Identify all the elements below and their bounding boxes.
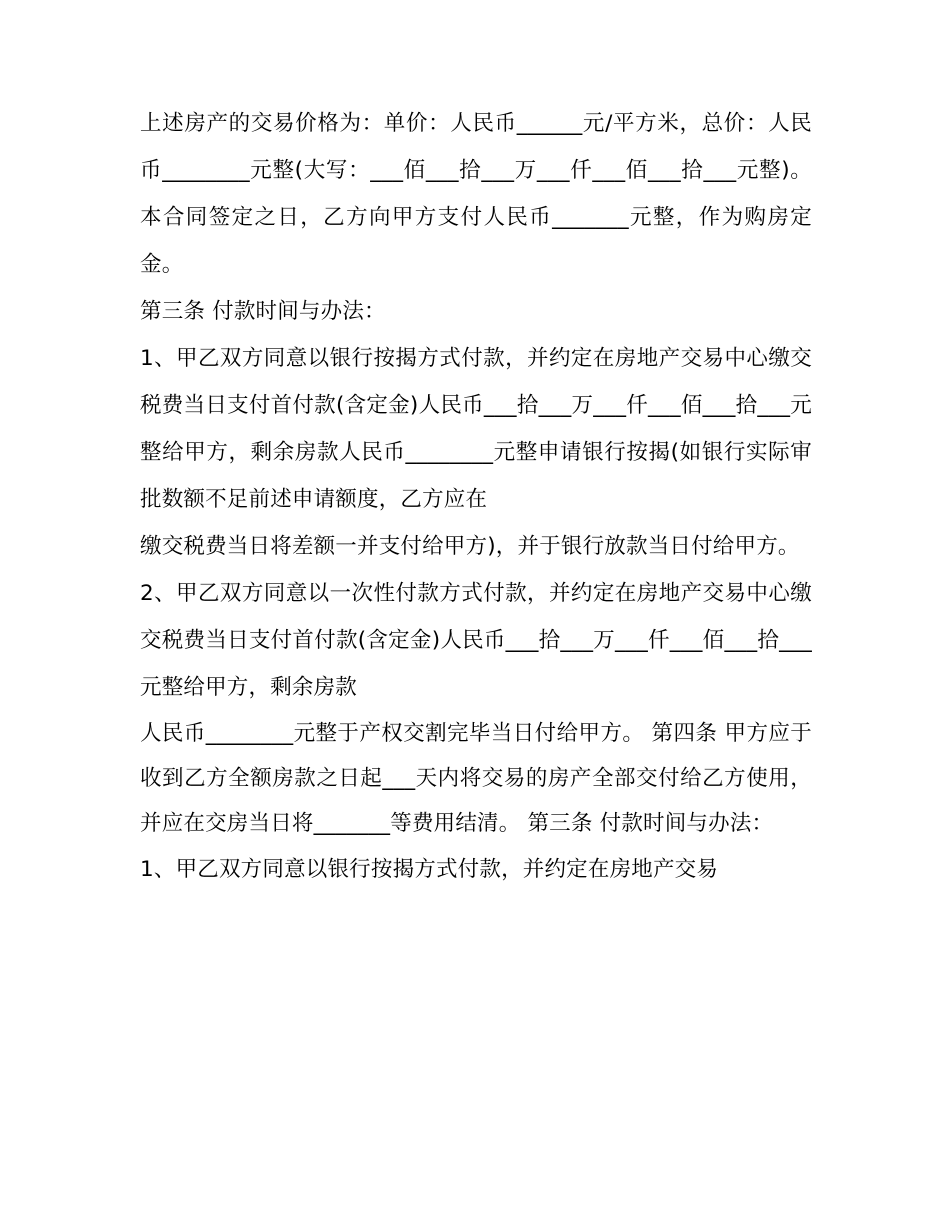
document-body [140,100,812,893]
paragraph-item-1-repeat: 1、甲乙双方同意以银行按揭方式付款，并约定在房地产交易 [140,857,719,882]
paragraph-article-three-heading: 第三条 付款时间与办法： [140,299,386,324]
paragraph-item-2-continued: 人民币________元整于产权交割完毕当日付给甲方。 第四条 甲方应于收到乙方全额房款之日起___天内将交易的房产全部交付给乙方使用，并应在交房当日将_______等费用结清。 第三条 付款时间与办法： [140,721,812,836]
paragraph-price-clause: 上述房产的交易价格为：单价：人民币______元/平方米，总价：人民币________元整(大写：___佰___拾___万___仟___佰___拾___元整)。本合同签定之日，乙方向甲方支付人民币_______元整，作为购房定金。 [140,111,812,277]
paragraph-item-1-mortgage: 1、甲乙双方同意以银行按揭方式付款，并约定在房地产交易中心缴交税费当日支付首付款(含定金)人民币___拾___万___仟___佰___拾___元整给甲方，剩余房款人民币________元整申请银行按揭(如银行实际审批数额不足前述申请额度，乙方应在 [140,346,812,512]
paragraph-item-1-continued: 缴交税费当日将差额一并支付给甲方)，并于银行放款当日付给甲方。 [140,534,800,559]
paragraph-item-2-lump-sum: 2、甲乙双方同意以一次性付款方式付款，并约定在房地产交易中心缴交税费当日支付首付款(含定金)人民币___拾___万___仟___佰___拾___元整给甲方，剩余房款 [140,581,812,700]
